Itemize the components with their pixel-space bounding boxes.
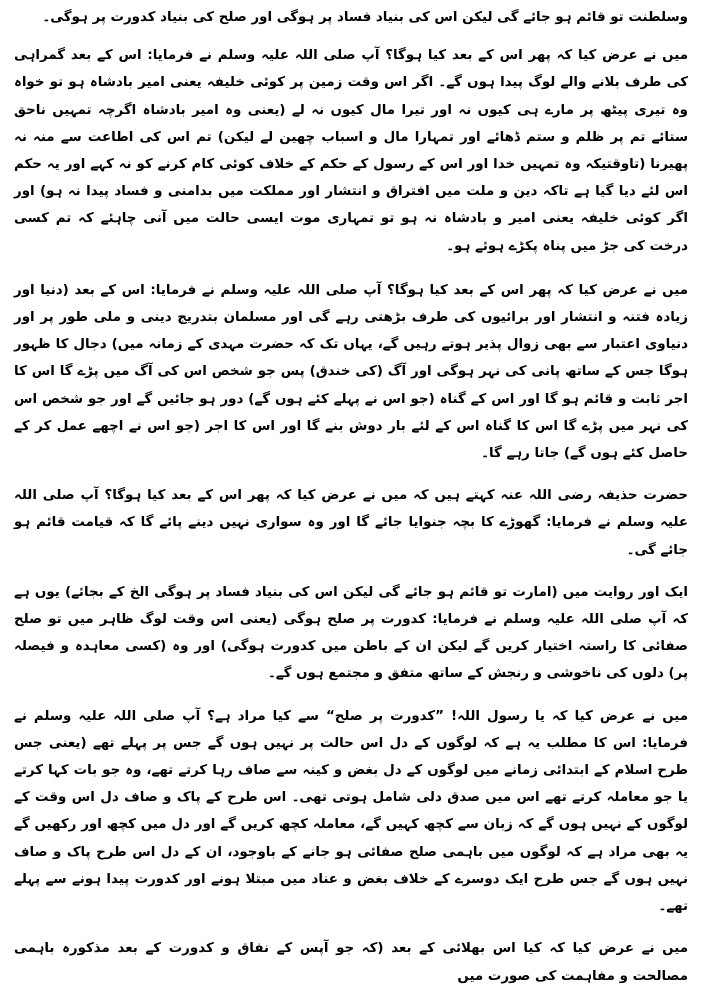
paragraph-5: ایک اور روایت میں (امارت تو قائم ہو جائے گی لیکن اس کی بنیاد فساد پر ہوگی الخ کے بجائے) یوں ہے کہ آپ صلی اللہ علیہ وسلم نے فرمایا: کدورت پر صلح ہوگی (یعنی اس وقت لوگ ظاہر میں تو صلح صفائی کا راستہ اختیار کریں گے لیکن ان کے باطن میں کدورت ہوگی) اور وہ (کسی معاہدہ و فیصلہ پر) دلوں کی ناخوشی و رنجش کے ساتھ متفق و مجتمع ہوں گے۔ xyxy=(14,584,688,682)
paragraph-4: حضرت حذیفہ رضی اللہ عنہ کہتے ہیں کہ میں نے عرض کیا کہ پھر اس کے بعد کیا ہوگا؟ آپ صلی اللہ علیہ وسلم نے فرمایا: گھوڑے کا بچہ جنوایا جائے گا اور وہ سواری نہیں دینے پائے گا کہ قیامت قائم ہو جائے گی۔ xyxy=(14,488,688,558)
paragraph-6: میں نے عرض کیا کہ یا رسول اللہ! ”کدورت پر صلح“ سے کیا مراد ہے؟ آپ صلی اللہ علیہ وسلم نے فرمایا: اس کا مطلب یہ ہے کہ لوگوں کے دل اس حالت پر نہیں ہوں گے جس پر پہلے تھے (یعنی جس طرح اسلام کے ابتدائی زمانے میں لوگوں کے دل بغض و کینہ سے صاف رہا کرتے تھے، وہ جو بات کہا کرتے یا جو معاملہ کرتے تھے اس میں صدق دلی شامل ہوتی تھی۔ اس طرح کے پاک و صاف دل اس وقت کے لوگوں کے نہیں ہوں گے کہ زبان سے کچھ کہیں گے، معاملہ کچھ کریں گے اور دل میں کچھ اور رکھیں گے یہ بھی مراد ہے کہ لوگوں میں باہمی صلح صفائی ہو جانے کے باوجود، ان کے دل اس طرح پاک و صاف نہیں ہوں گے جس طرح ایک دوسرے کے خلاف بغض و عناد میں مبتلا ہونے اور کدورت پیدا ہونے سے پہلے تھے۔ xyxy=(14,708,688,915)
paragraph-2: میں نے عرض کیا کہ پھر اس کے بعد کیا ہوگا؟ آپ صلی اللہ علیہ وسلم نے فرمایا: اس کے بعد گمراہی کی طرف بلانے والے لوگ پیدا ہوں گے۔ اگر اس وقت زمین پر کوئی خلیفہ یعنی امیر بادشاہ ہو تو خواہ وہ تیری پیٹھ پر مارے ہی کیوں نہ اور تیرا مال کیوں نہ لے (یعنی وہ امیر بادشاہ اگرچہ تمہیں ناحق ستائے تم پر ظلم و ستم ڈھائے اور تمہارا مال و اسباب چھین لے لیکن) تم اس کی اطاعت سے منہ نہ پھیرنا (تاوقتیکہ وہ تمہیں خدا اور اس کے رسول کے حکم کے خلاف کوئی کام کرنے کو نہ کہے اور یہ حکم اس لئے دیا گیا ہے تاکہ دین و ملت میں افتراق و انتشار اور مملکت میں بدامنی و فساد پیدا نہ ہو) اور اگر کوئی خلیفہ یعنی امیر و بادشاہ نہ ہو تو تمہاری موت ایسی حالت میں آنی چاہئے کہ تم کسی درخت کی جڑ میں پناہ پکڑے ہوئے ہو۔ xyxy=(14,48,688,254)
paragraph-3: میں نے عرض کیا کہ پھر اس کے بعد کیا ہوگا؟ آپ صلی اللہ علیہ وسلم نے فرمایا: اس کے بعد (دنیا اور زیادہ فتنہ و انتشار اور برائیوں کی طرف بڑھتی رہے گی اور مسلمان بتدریج دینی و ملی طور پر اور دنیاوی اعتبار سے بھی زوال پذیر ہوتے رہیں گے، یہاں تک کہ حضرت مہدی کے زمانہ میں) دجال کا ظہور ہوگا جس کے ساتھ پانی کی نہر ہوگی اور آگ (کی خندق) پس جو شخص اس کی آگ میں پڑے گا اس کا اجر ثابت و قائم ہو گا اور اس کے گناہ (جو اس نے پہلے کئے ہوں گے) دور ہو جائیں گے اور جو شخص اس کی نہر میں پڑے گا اس کا گناہ اس کے لئے بار دوش بنے گا اور اس کا اجر (جو اس نے اچھے عمل کر کے حاصل کئے ہوں گے) جاتا رہے گا۔ xyxy=(14,282,688,462)
paragraph-1: وسلطنت تو قائم ہو جائے گی لیکن اس کی بنیاد فساد پر ہوگی اور صلح کی بنیاد کدورت پر ہوگی۔ xyxy=(42,10,688,25)
paragraph-7: میں نے عرض کیا کہ کیا اس بھلائی کے بعد (کہ جو آپس کے نفاق و کدورت کے بعد مذکورہ باہمی مصالحت و مفاہمت کی صورت میں xyxy=(14,941,688,984)
